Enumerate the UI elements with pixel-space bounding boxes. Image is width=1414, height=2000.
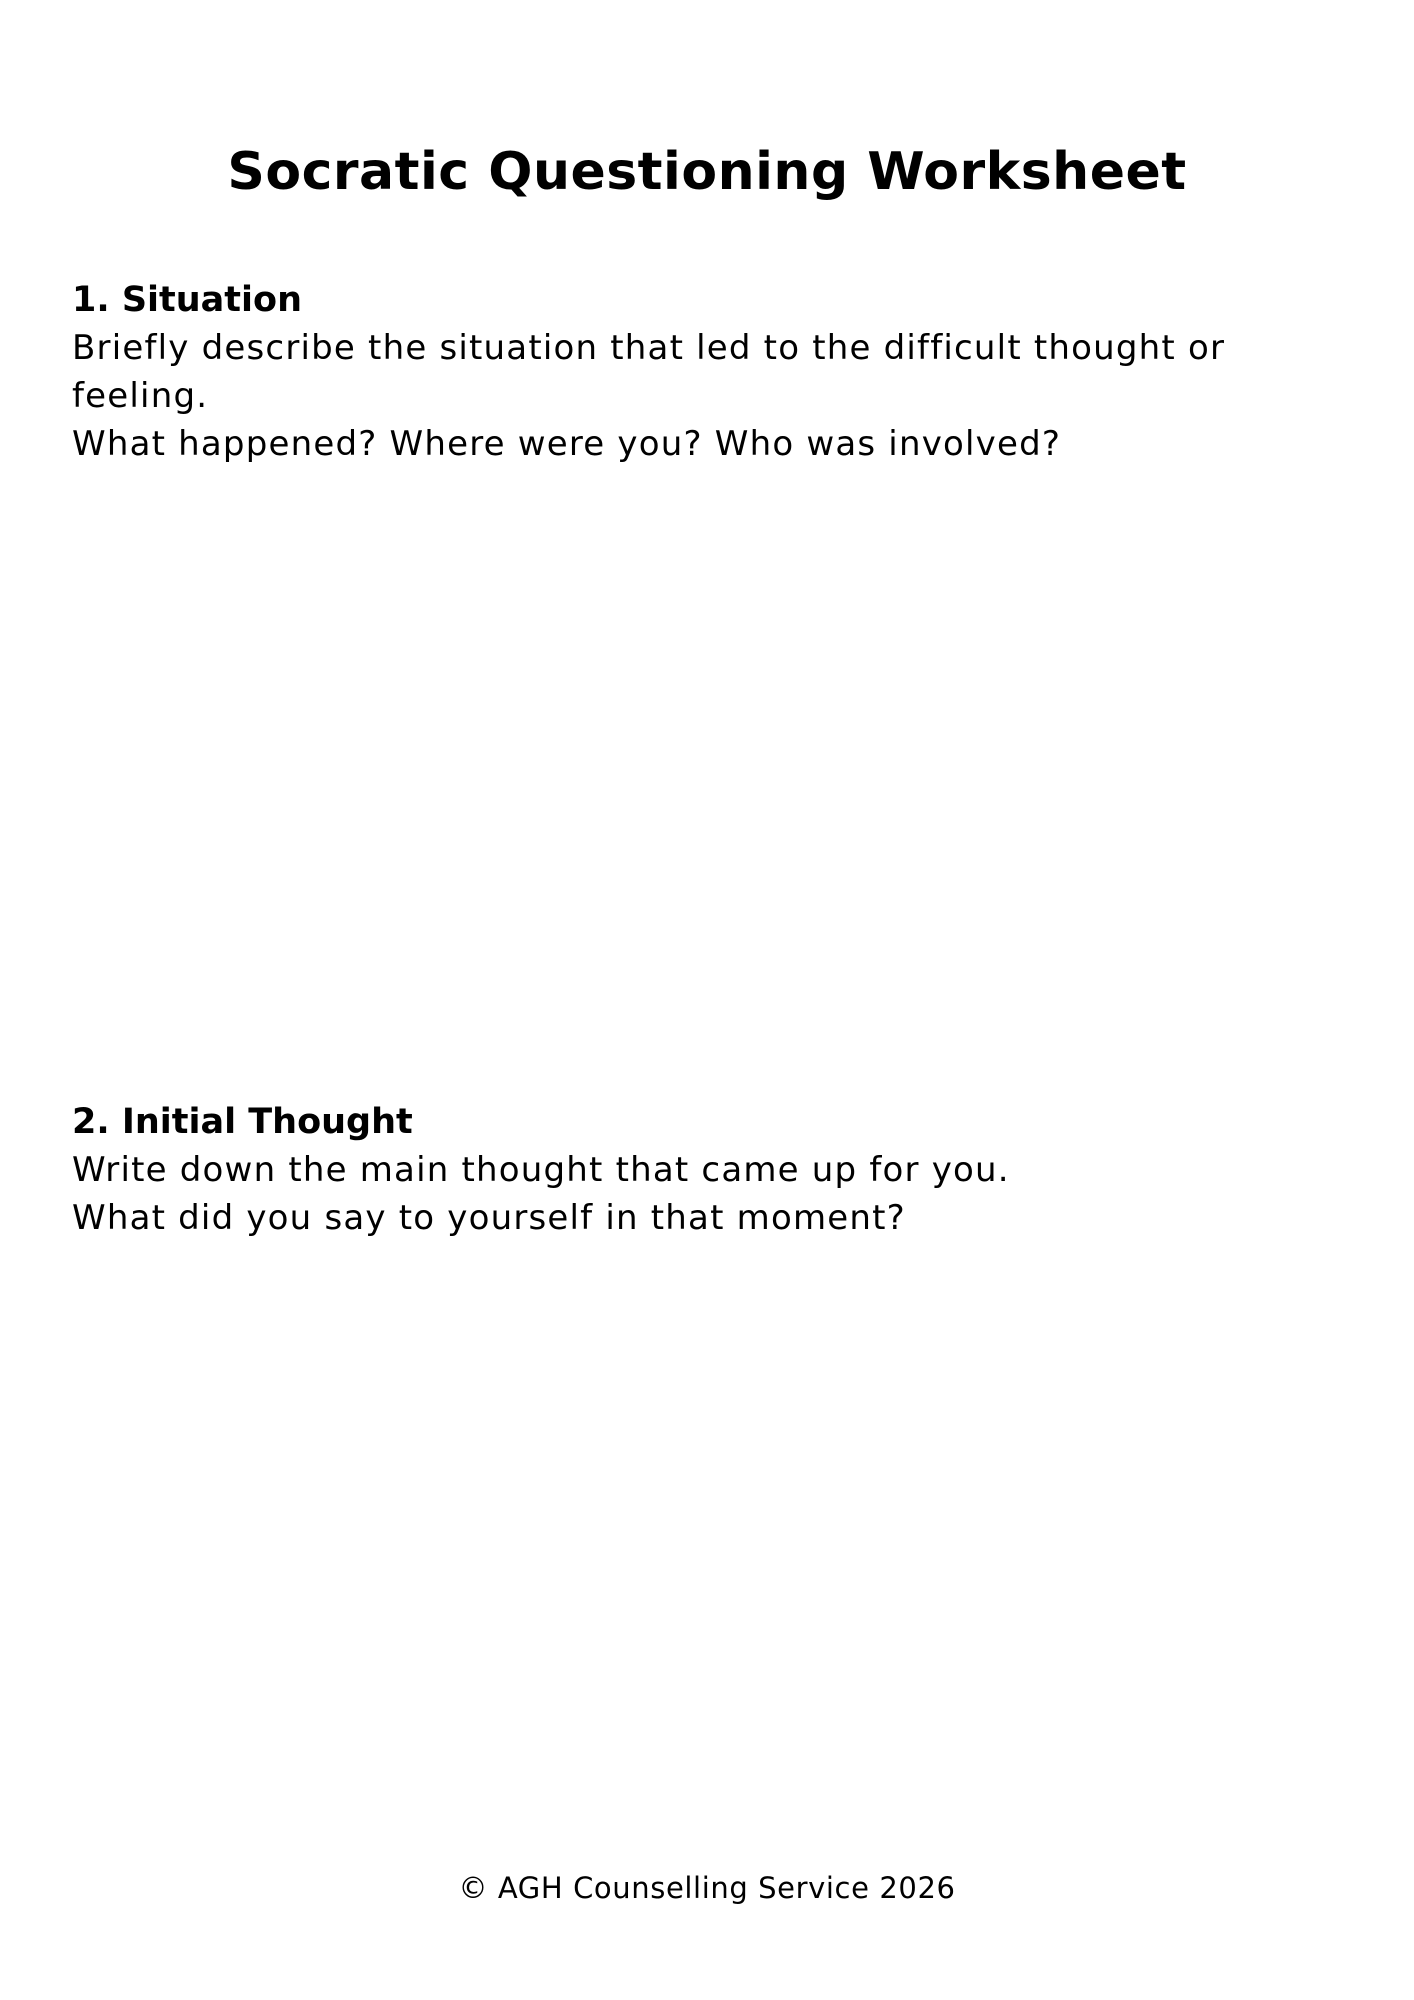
section-heading: 1. Situation [72, 280, 302, 320]
section-prompt-line: Briefly describe the situation that led to the difficult thought or feeling. [72, 328, 1226, 416]
page-title: Socratic Questioning Worksheet [227, 142, 1187, 202]
section-prompt-line: What did you say to yourself in that moment? [72, 1198, 906, 1238]
copyright-footer: © AGH Counselling Service 2026 [458, 1871, 956, 1905]
answer-space[interactable] [72, 480, 1342, 1120]
section-prompt-line: What happened? Where were you? Who was involved? [72, 424, 1062, 464]
answer-space[interactable] [72, 1254, 1342, 1814]
section-prompt-line: Write down the main thought that came up for you. [72, 1150, 1010, 1190]
section-situation [72, 276, 1362, 1120]
section-initial-thought [72, 1098, 1362, 1814]
section-heading: 2. Initial Thought [72, 1102, 413, 1142]
